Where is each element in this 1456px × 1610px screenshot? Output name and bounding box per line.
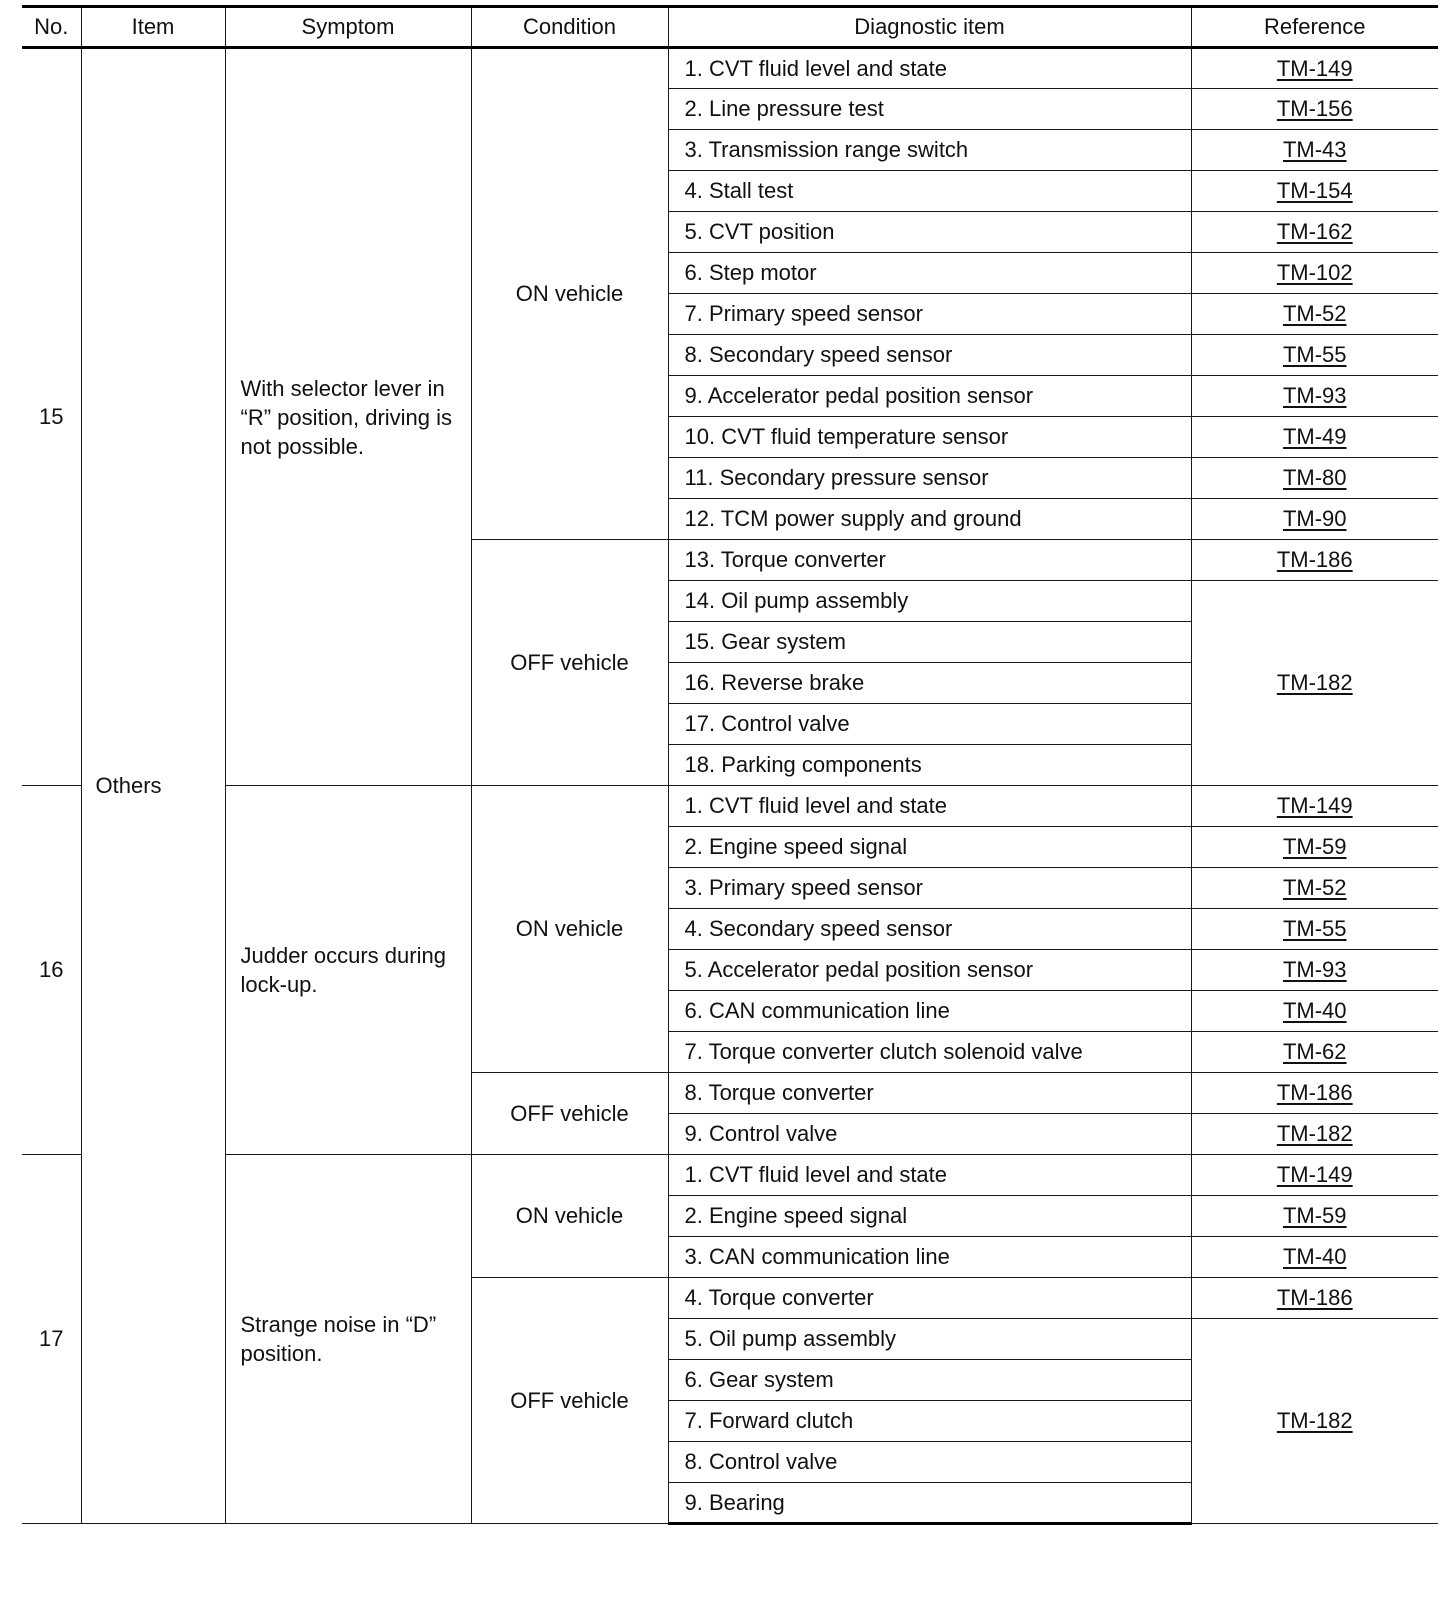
diagnostic-item: 5. Oil pump assembly: [668, 1319, 1191, 1360]
diagnostic-item: 12. TCM power supply and ground: [668, 499, 1191, 540]
condition-cell: OFF vehicle: [471, 1278, 668, 1524]
reference-cell: [1191, 130, 1438, 171]
diagnostic-item: 3. CAN communication line: [668, 1237, 1191, 1278]
diagnostic-item: 8. Torque converter: [668, 1073, 1191, 1114]
symptom-line: Judder occurs during: [240, 943, 446, 968]
reference-cell: [1191, 294, 1438, 335]
reference-cell: [1191, 89, 1438, 130]
diagnostic-item: 4. Stall test: [668, 171, 1191, 212]
reference-link[interactable]: TM-43: [1282, 137, 1347, 162]
reference-link[interactable]: TM-149: [1276, 1162, 1353, 1187]
reference-link[interactable]: TM-149: [1276, 793, 1353, 818]
reference-link[interactable]: TM-40: [1282, 998, 1347, 1023]
diagnostic-item: 7. Forward clutch: [668, 1401, 1191, 1442]
reference-link[interactable]: TM-182: [1276, 670, 1353, 695]
header-no: No.: [22, 7, 81, 48]
reference-cell: [1191, 1032, 1438, 1073]
diagnostic-item: 9. Accelerator pedal position sensor: [668, 376, 1191, 417]
diagnostic-item: 10. CVT fluid temperature sensor: [668, 417, 1191, 458]
symptom-line: “R” position, driving is: [240, 404, 453, 430]
symptom-line: position.: [240, 1341, 323, 1366]
table-row: [22, 1155, 1438, 1196]
reference-link[interactable]: TM-59: [1282, 834, 1347, 859]
item-category: Others: [81, 48, 225, 1524]
reference-link[interactable]: TM-162: [1276, 219, 1353, 244]
reference-cell: [1191, 1073, 1438, 1114]
reference-link[interactable]: TM-80: [1282, 465, 1347, 490]
condition-cell: ON vehicle: [471, 1155, 668, 1278]
diagnostic-item: 2. Line pressure test: [668, 89, 1191, 130]
diagnostic-item: 1. CVT fluid level and state: [668, 786, 1191, 827]
reference-cell: [1191, 1237, 1438, 1278]
header-condition: Condition: [471, 7, 668, 48]
header-diagnostic-item: Diagnostic item: [668, 7, 1191, 48]
reference-link[interactable]: TM-93: [1282, 383, 1347, 408]
header-item: Item: [81, 7, 225, 48]
reference-cell: [1191, 417, 1438, 458]
diagnosis-table-container: [22, 5, 1438, 1525]
diagnostic-item: 5. Accelerator pedal position sensor: [668, 950, 1191, 991]
reference-link[interactable]: TM-186: [1276, 1285, 1353, 1310]
reference-link[interactable]: TM-55: [1282, 916, 1347, 941]
reference-link[interactable]: TM-59: [1282, 1203, 1347, 1228]
reference-cell: [1191, 581, 1438, 786]
symptom-line: With selector lever in: [240, 375, 445, 401]
reference-cell: [1191, 786, 1438, 827]
diagnostic-item: 6. Step motor: [668, 253, 1191, 294]
reference-link[interactable]: TM-186: [1276, 1080, 1353, 1105]
reference-link[interactable]: TM-182: [1276, 1408, 1353, 1433]
reference-link[interactable]: TM-149: [1276, 55, 1353, 81]
diagnostic-item: 3. Transmission range switch: [668, 130, 1191, 171]
reference-cell: [1191, 376, 1438, 417]
row-number: 16: [22, 786, 81, 1155]
diagnostic-item: 8. Secondary speed sensor: [668, 335, 1191, 376]
reference-link[interactable]: TM-52: [1282, 875, 1347, 900]
reference-link[interactable]: TM-93: [1282, 957, 1347, 982]
reference-cell: [1191, 1114, 1438, 1155]
table-body: [22, 48, 1438, 1524]
reference-cell: [1191, 950, 1438, 991]
symptom-cell: [225, 786, 471, 1155]
reference-cell: [1191, 868, 1438, 909]
diagnostic-item: 16. Reverse brake: [668, 663, 1191, 704]
reference-link[interactable]: TM-156: [1276, 96, 1353, 121]
diagnostic-item: 11. Secondary pressure sensor: [668, 458, 1191, 499]
diagnosis-table: [22, 5, 1438, 1525]
diagnostic-item: 6. CAN communication line: [668, 991, 1191, 1032]
row-number: 17: [22, 1155, 81, 1524]
reference-cell: [1191, 171, 1438, 212]
reference-link[interactable]: TM-90: [1282, 506, 1347, 531]
reference-cell: [1191, 499, 1438, 540]
reference-cell: [1191, 540, 1438, 581]
diagnostic-item: 5. CVT position: [668, 212, 1191, 253]
row-number: 15: [22, 48, 81, 786]
symptom-cell: [225, 1155, 471, 1524]
table-row: [22, 48, 1438, 89]
header-row: [22, 7, 1438, 48]
header-symptom: Symptom: [225, 7, 471, 48]
reference-cell: [1191, 1155, 1438, 1196]
reference-cell: [1191, 458, 1438, 499]
diagnostic-item: 14. Oil pump assembly: [668, 581, 1191, 622]
diagnostic-item: 8. Control valve: [668, 1442, 1191, 1483]
reference-cell: [1191, 1196, 1438, 1237]
diagnostic-item: 9. Bearing: [668, 1483, 1191, 1524]
reference-link[interactable]: TM-182: [1276, 1121, 1353, 1146]
reference-link[interactable]: TM-40: [1282, 1244, 1347, 1269]
diagnostic-item: 4. Torque converter: [668, 1278, 1191, 1319]
reference-cell: [1191, 212, 1438, 253]
diagnostic-item: 6. Gear system: [668, 1360, 1191, 1401]
reference-cell: [1191, 335, 1438, 376]
reference-link[interactable]: TM-49: [1282, 424, 1347, 449]
reference-cell: [1191, 909, 1438, 950]
reference-link[interactable]: TM-55: [1282, 342, 1347, 367]
diagnostic-item: 7. Primary speed sensor: [668, 294, 1191, 335]
reference-link[interactable]: TM-62: [1282, 1039, 1347, 1064]
table-row: [22, 786, 1438, 827]
reference-link[interactable]: TM-186: [1276, 547, 1353, 572]
reference-cell: [1191, 48, 1438, 89]
reference-link[interactable]: TM-154: [1276, 178, 1353, 203]
diagnostic-item: 1. CVT fluid level and state: [668, 1155, 1191, 1196]
reference-cell: [1191, 827, 1438, 868]
diagnostic-item: 2. Engine speed signal: [668, 1196, 1191, 1237]
reference-cell: [1191, 1319, 1438, 1524]
diagnostic-item: 17. Control valve: [668, 704, 1191, 745]
reference-link[interactable]: TM-102: [1276, 260, 1353, 285]
diagnostic-item: 4. Secondary speed sensor: [668, 909, 1191, 950]
symptom-line: Strange noise in “D”: [240, 1312, 437, 1337]
symptom-line: lock-up.: [240, 972, 318, 997]
diagnostic-item: 7. Torque converter clutch solenoid valve: [668, 1032, 1191, 1073]
reference-cell: [1191, 991, 1438, 1032]
condition-cell: OFF vehicle: [471, 1073, 668, 1155]
reference-cell: [1191, 1278, 1438, 1319]
diagnostic-item: 2. Engine speed signal: [668, 827, 1191, 868]
diagnostic-item: 13. Torque converter: [668, 540, 1191, 581]
reference-link[interactable]: TM-52: [1282, 301, 1347, 326]
diagnostic-item: 18. Parking components: [668, 745, 1191, 786]
condition-cell: ON vehicle: [471, 48, 668, 540]
diagnostic-item: 9. Control valve: [668, 1114, 1191, 1155]
symptom-line: not possible.: [240, 433, 365, 459]
symptom-cell: [225, 48, 471, 786]
diagnostic-item: 15. Gear system: [668, 622, 1191, 663]
condition-cell: OFF vehicle: [471, 540, 668, 786]
diagnostic-item: 1. CVT fluid level and state: [668, 48, 1191, 89]
header-reference: Reference: [1191, 7, 1438, 48]
condition-cell: ON vehicle: [471, 786, 668, 1073]
reference-cell: [1191, 253, 1438, 294]
diagnostic-item: 3. Primary speed sensor: [668, 868, 1191, 909]
